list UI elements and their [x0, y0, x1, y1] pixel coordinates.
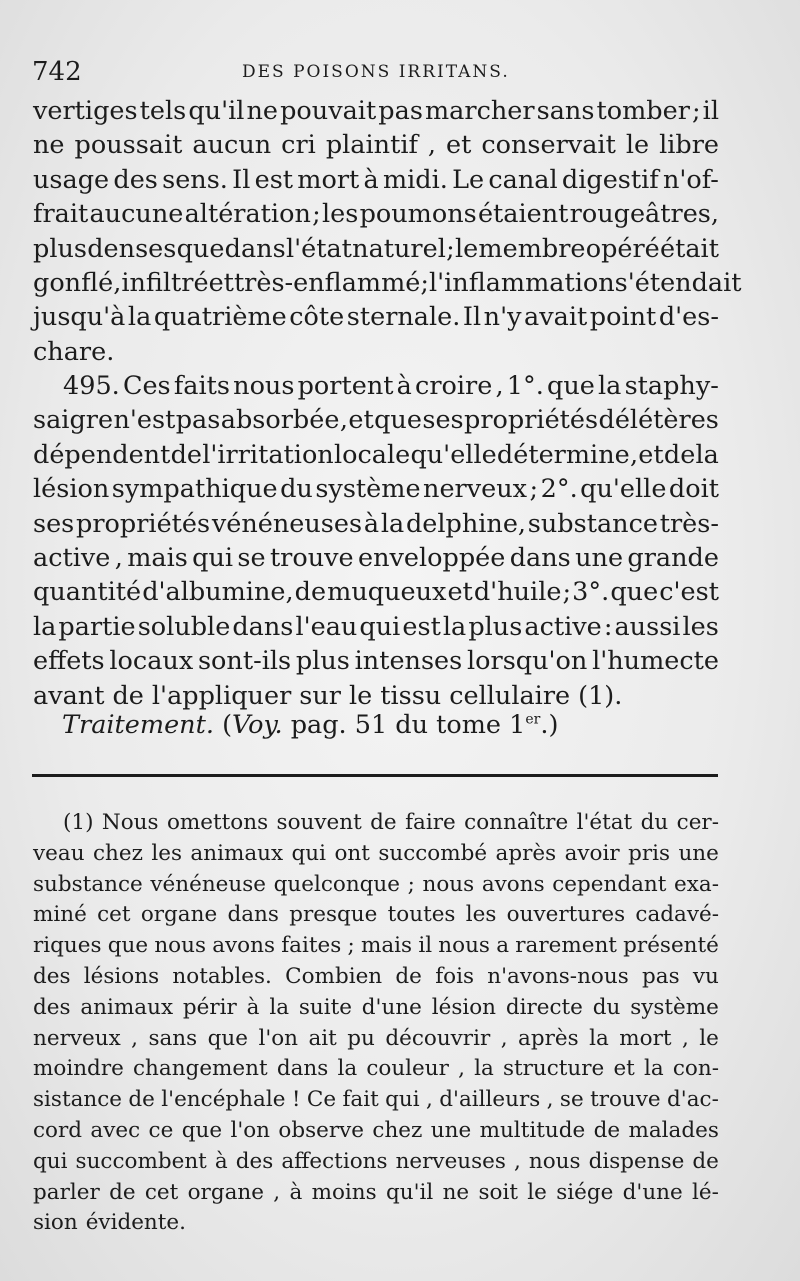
text-line: chare. — [33, 336, 115, 367]
text-line: ses propriétés vénéneuses à la delphine, substance très- — [33, 508, 719, 539]
treatment-reference: pag. 51 du tome 1 — [290, 710, 526, 740]
text-line: jusqu'à la quatrième côte sternale. Il n'y avait point d'es- — [33, 302, 719, 333]
text-line: nerveux , sans que l'on ait pu découvrir , après la mort , le — [33, 1025, 719, 1051]
text-line: ne poussait aucun cri plaintif , et conservait le libre — [33, 130, 719, 161]
text-line: sistance de l'encéphale ! Ce fait qui , d'ailleurs , se trouve d'ac- — [33, 1087, 719, 1113]
text-line: moindre changement dans la couleur , la structure et la con- — [33, 1056, 719, 1082]
text-line: frait aucune altération ; les poumons étaient rougeâtres, — [33, 199, 719, 230]
text-line: active , mais qui se trouve enveloppée dans une grande — [33, 542, 719, 573]
treatment-superscript: er — [525, 711, 541, 728]
text-line: des lésions notables. Combien de fois n'avons-nous pas vu — [33, 963, 719, 989]
paragraph-495 — [33, 369, 719, 713]
paragraph-continued — [33, 94, 742, 369]
treatment-voy: Voy. — [232, 710, 283, 740]
text-line: vertiges tels qu'il ne pouvait pas marcher sans tomber ; il — [33, 96, 719, 126]
text-line: quantité d'albumine, de muqueux et d'huile ; 3°. que c'est — [33, 577, 719, 608]
running-head: DES POISONS IRRITANS. — [242, 62, 510, 82]
text-line: (1) Nous omettons souvent de faire connaître l'état du cer- — [63, 810, 719, 835]
text-line: la partie soluble dans l'eau qui est la plus active : aussi les — [33, 611, 719, 642]
text-line: lésion sympathique du système nerveux ; 2°. qu'elle doit — [33, 474, 719, 505]
text-line: qui succombent à des affections nerveuses , nous dispense de — [33, 1148, 719, 1174]
text-line: riques que nous avons faites ; mais il nous a rarement présenté — [33, 933, 719, 959]
text-line: saigre n'est pas absorbée , et que ses propriétés délétères — [33, 405, 719, 436]
text-line: gonflé , infiltré et très-enflammé ; l'inflammation s'étendait — [33, 267, 742, 298]
text-line: dépendent de l'irritation locale qu'elle détermine , et de la — [33, 439, 719, 470]
text-line: 495. Ces faits nous portent à croire , 1°. que la staphy- — [63, 371, 719, 401]
treatment-label: Traitement. — [62, 710, 214, 740]
text-line: parler de cet organe , à moins qu'il ne soit le siége d'une lé- — [33, 1179, 719, 1205]
text-line: des animaux périr à la suite d'une lésion directe du système — [33, 994, 719, 1020]
text-line: cord avec ce que l'on observe chez une multitude de malades — [33, 1117, 719, 1143]
text-line: avant de l'appliquer sur le tissu cellulaire (1). — [33, 680, 623, 711]
text-line: effets locaux sont-ils plus intenses lorsqu'on l'humecte — [33, 646, 719, 677]
text-line: plus denses que dans l'état naturel ; le membre opéré était — [33, 233, 719, 264]
text-line: veau chez les animaux qui ont succombé après avoir pris une — [33, 840, 719, 866]
page-number: 742 — [32, 57, 82, 87]
treatment-close-paren: .) — [540, 710, 559, 740]
footnote-rule — [32, 774, 718, 777]
text-line: substance vénéneuse quelconque ; nous avons cependant exa- — [33, 871, 719, 897]
text-line: usage des sens. Il est mort à midi. Le canal digestif n'of- — [33, 164, 719, 195]
text-line: miné cet organe dans presque toutes les ouvertures cadavé- — [33, 902, 719, 928]
page-header — [32, 56, 752, 88]
footnote — [33, 808, 719, 1239]
text-line: sion évidente. — [33, 1210, 186, 1236]
treatment-line — [62, 708, 558, 742]
treatment-open-paren: ( — [222, 710, 233, 740]
